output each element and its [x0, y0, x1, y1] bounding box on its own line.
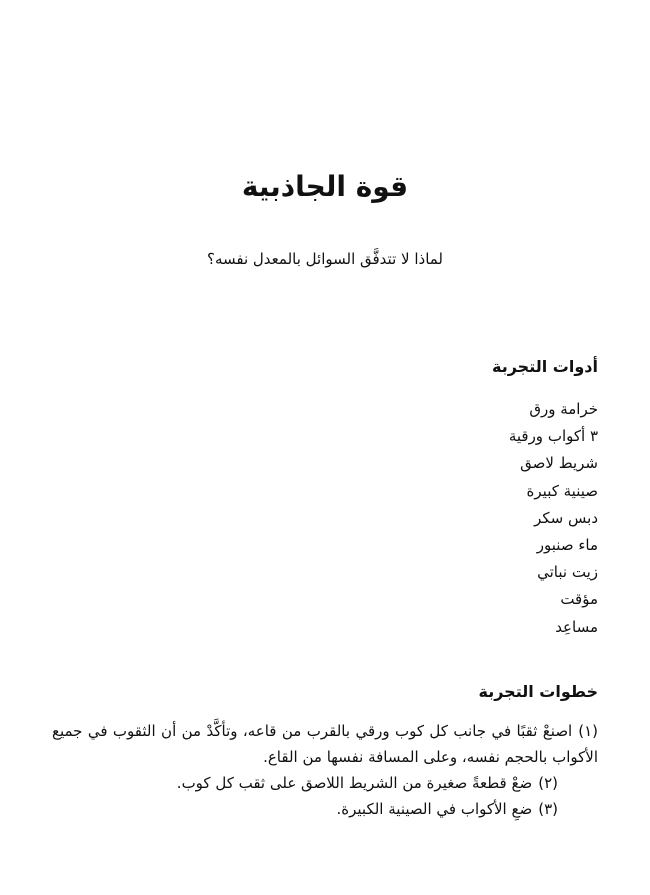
material-item: ٣ أكواب ورقية: [508, 427, 598, 446]
material-item: مساعِد: [555, 617, 598, 636]
material-item: دبس سكر: [534, 508, 598, 527]
step-text: ضعْ قطعةً صغيرة من الشريط اللاصق على ثقب كل كوب.: [176, 774, 533, 792]
material-item: صينية كبيرة: [526, 481, 598, 500]
material-item: ماء صنبور: [536, 535, 598, 554]
material-item: زيت نباتي: [537, 563, 598, 582]
materials-list: [509, 396, 598, 641]
step-item: [52, 770, 598, 796]
step-text: ضعِ الأكواب في الصينية الكبيرة.: [336, 800, 533, 818]
step-number: (٢): [538, 774, 558, 792]
materials-heading: أدوات التجربة: [492, 357, 598, 376]
material-item: خرامة ورق: [529, 400, 598, 418]
step-item: [52, 796, 598, 822]
question-subtitle: لماذا لا تتدفَّق السوائل بالمعدل نفسه؟: [206, 250, 444, 268]
step-number: (١): [578, 722, 598, 740]
steps-list: [52, 718, 598, 822]
page-title: قوة الجاذبية: [241, 170, 409, 203]
step-number: (٣): [538, 800, 558, 818]
step-item: [52, 718, 598, 770]
material-item: مؤقت: [560, 590, 598, 609]
step-text: اصنعْ ثقبًا في جانب كل كوب ورقي بالقرب من قاعه، وتأكَّدْ من أن الثقوب في جميع الأكواب بالحجم نفسه، وعلى المسافة نفسها من القاع.: [52, 722, 598, 766]
material-item: شريط لاصق: [520, 454, 598, 473]
steps-heading: خطوات التجربة: [478, 682, 598, 701]
